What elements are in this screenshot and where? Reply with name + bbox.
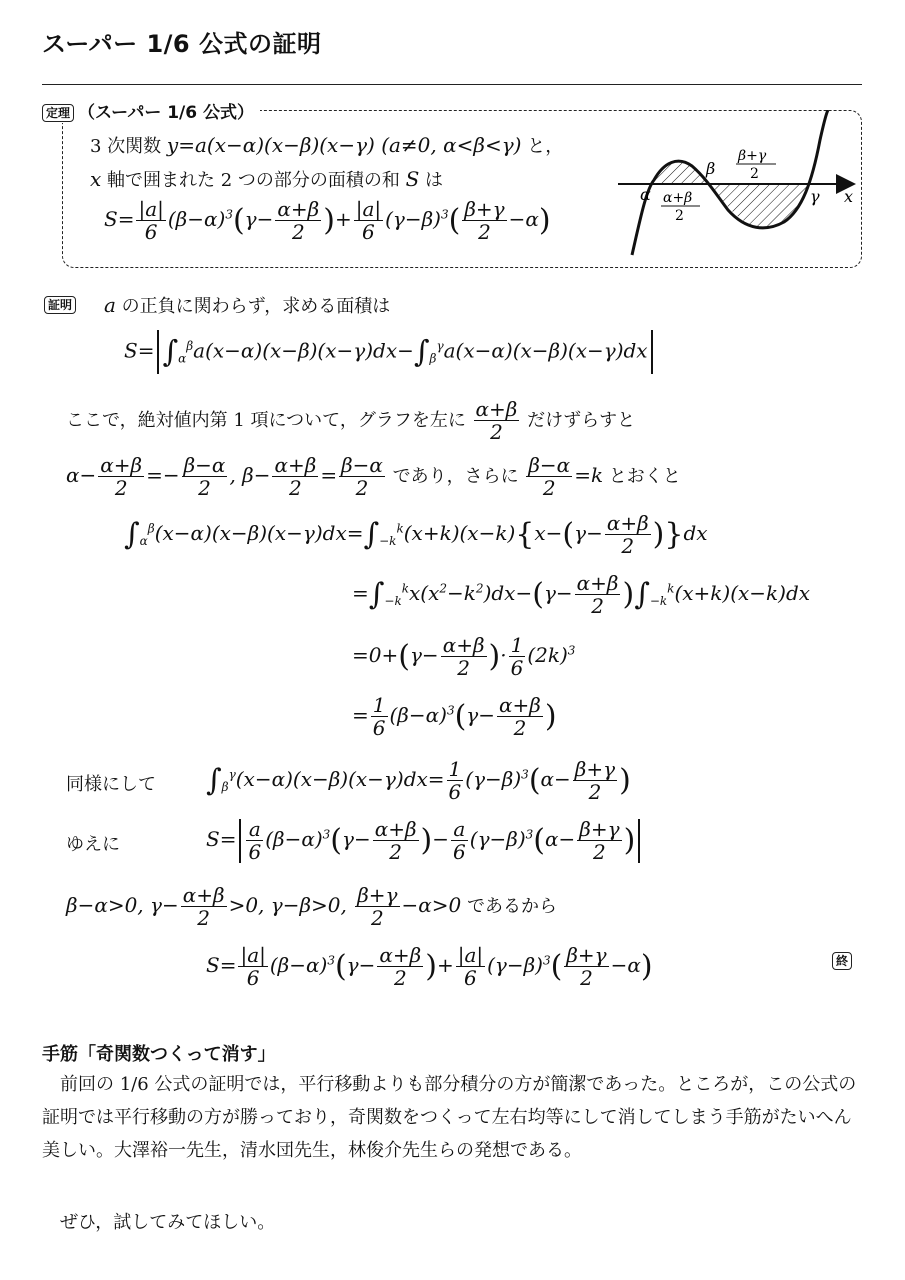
shifted-integral: $\int_\alpha^\beta(x-\alpha)(x-\beta)(x-\gamma)dx=\int_{-k}^k(x+k)(x-k)\{x-(\gamma-$ $\frac{\alpha+\beta}{2}$ )}dx bbox=[124, 511, 708, 558]
step-2: $=\int_{-k}^kx(x^2-k^2)dx-(\gamma-$ $\frac{\alpha+\beta}{2}$ )$\int_{-k}^k(x+k)(x-k)dx$ bbox=[352, 571, 811, 618]
proof-tag: 証明 bbox=[44, 296, 76, 314]
paragraph-2: ぜひ，試してみてほしい。 bbox=[42, 1212, 276, 1233]
theorem-line1-text: 3 次関数 bbox=[90, 136, 167, 157]
title-divider bbox=[42, 84, 862, 85]
theorem-tag: 定理 bbox=[42, 104, 74, 122]
theorem-formula: S= $\frac{|a|}{6}$ $(\beta-\alpha)^3(\gamma-$ $\frac{\alpha+\beta}{2}$ )+ $\frac{|a|}{6}$ $(\gamma-\beta)^3$( $\frac{\beta+\gamma}{2}$ −α) bbox=[104, 197, 551, 244]
theorem-line2-tail: は bbox=[419, 170, 444, 191]
shift-text-a: ここで，絶対値内第 1 項について，グラフを左に bbox=[66, 410, 472, 431]
positivity-text: であるから bbox=[461, 896, 557, 917]
theorem-heading-text: （スーパー 1/6 公式） bbox=[78, 103, 255, 123]
area-integral: $S= \int_\alpha^\beta a(x-\alpha)(x-\beta)(x-\gamma)dx-\int_\beta^\gamma a(x-\alpha)(x-\beta)(x-\gamma)dx$ bbox=[124, 330, 656, 374]
therefore-formula: S= $\frac{a}{6}$ $(\beta-\alpha)^3(\gamma-$ $\frac{\alpha+\beta}{2}$ )− $\frac{a}{6}$ $(\gamma-\beta)^3(\alpha-$ $\frac{\beta+\gamma}{2}$ ) bbox=[206, 818, 643, 863]
mid-bg-den: 2 bbox=[750, 166, 759, 182]
similar-integral: $\int_\beta^\gamma(x-\alpha)(x-\beta)(x-\gamma)dx=$ $\frac{1}{6}$ $(\gamma-\beta)^3(\alpha-$ $\frac{\beta+\gamma}{2}$ ) bbox=[206, 757, 631, 804]
similarly-label: 同様にして bbox=[66, 774, 156, 795]
proof-intro-text: の正負に関わらず，求める面積は bbox=[115, 296, 391, 317]
proof-intro bbox=[104, 292, 390, 318]
step-3: =0+(γ− $\frac{\alpha+\beta}{2}$ )· $\frac{1}{6}$ $(2k)^3$ bbox=[352, 633, 576, 680]
qed-tag: 終 bbox=[832, 952, 852, 970]
x-axis-label: x bbox=[844, 187, 854, 206]
gamma-label: γ bbox=[810, 187, 820, 206]
final-formula: S= $\frac{|a|}{6}$ $(\beta-\alpha)^3(\gamma-$ $\frac{\alpha+\beta}{2}$ )+ $\frac{|a|}{6}$ $(\gamma-\beta)^3$( $\frac{\beta+\gamma}{2}$ −α) bbox=[206, 943, 653, 990]
step-4: = $\frac{1}{6}$ $(\beta-\alpha)^3(\gamma-$ $\frac{\alpha+\beta}{2}$ ) bbox=[352, 693, 557, 740]
page-title: スーパー 1/6 公式の証明 bbox=[42, 30, 322, 58]
sub-text-b: とおくと bbox=[603, 466, 681, 487]
a-symbol: a bbox=[104, 293, 116, 317]
alpha-label: α bbox=[640, 185, 651, 204]
section-title: 手筋「奇関数つくって消す」 bbox=[42, 1044, 276, 1065]
cubic-graph bbox=[606, 110, 860, 265]
theorem-line1-math: y=a(x−α)(x−β)(x−γ) (a≠0, α<β<γ) bbox=[166, 133, 522, 157]
positivity-line: β−α>0, γ− $\frac{\alpha+\beta}{2}$ >0, γ−β>0, $\frac{\beta+\gamma}{2}$ −α>0 であるから bbox=[66, 883, 557, 930]
mid-ab-den: 2 bbox=[675, 208, 684, 224]
sub-text-a: であり，さらに bbox=[386, 466, 525, 487]
theorem-line2-text: 軸で囲まれた 2 つの部分の面積の和 bbox=[101, 170, 406, 191]
mid-bg-num: β+γ bbox=[738, 148, 767, 164]
shift-line: ここで，絶対値内第 1 項について，グラフを左に $\frac{\alpha+\beta}{2}$ だけずらすと bbox=[66, 397, 636, 444]
theorem-line-2 bbox=[90, 166, 443, 192]
beta-label: β bbox=[706, 159, 716, 178]
theorem-line-1 bbox=[90, 132, 563, 158]
theorem-line1-tail: と， bbox=[521, 136, 564, 157]
mid-ab-num: α+β bbox=[663, 190, 693, 206]
shift-text-b: だけずらすと bbox=[521, 410, 636, 431]
therefore-label: ゆえに bbox=[66, 834, 120, 855]
paragraph-1: 前回の 1/6 公式の証明では，平行移動よりも部分積分の方が簡潔であった。ところが，この公式の証明では平行移動の方が勝っており，奇関数をつくって左右均等にして消してしまう手筋がたいへん美しい。大澤裕一先生，清水団先生，林俊介先生らの発想である。 bbox=[42, 1074, 857, 1161]
x-symbol: x bbox=[90, 167, 102, 191]
theorem-heading bbox=[42, 98, 260, 123]
substitution-line: α− $\frac{\alpha+\beta}{2}$ =− $\frac{\beta-\alpha}{2}$ , β− $\frac{\alpha+\beta}{2}$ = $\frac{\beta-\alpha}{2}$ であり，さらに $\frac{\beta-\alpha}{2}$ =k とおくと bbox=[66, 453, 681, 500]
s-symbol: S bbox=[405, 167, 420, 191]
